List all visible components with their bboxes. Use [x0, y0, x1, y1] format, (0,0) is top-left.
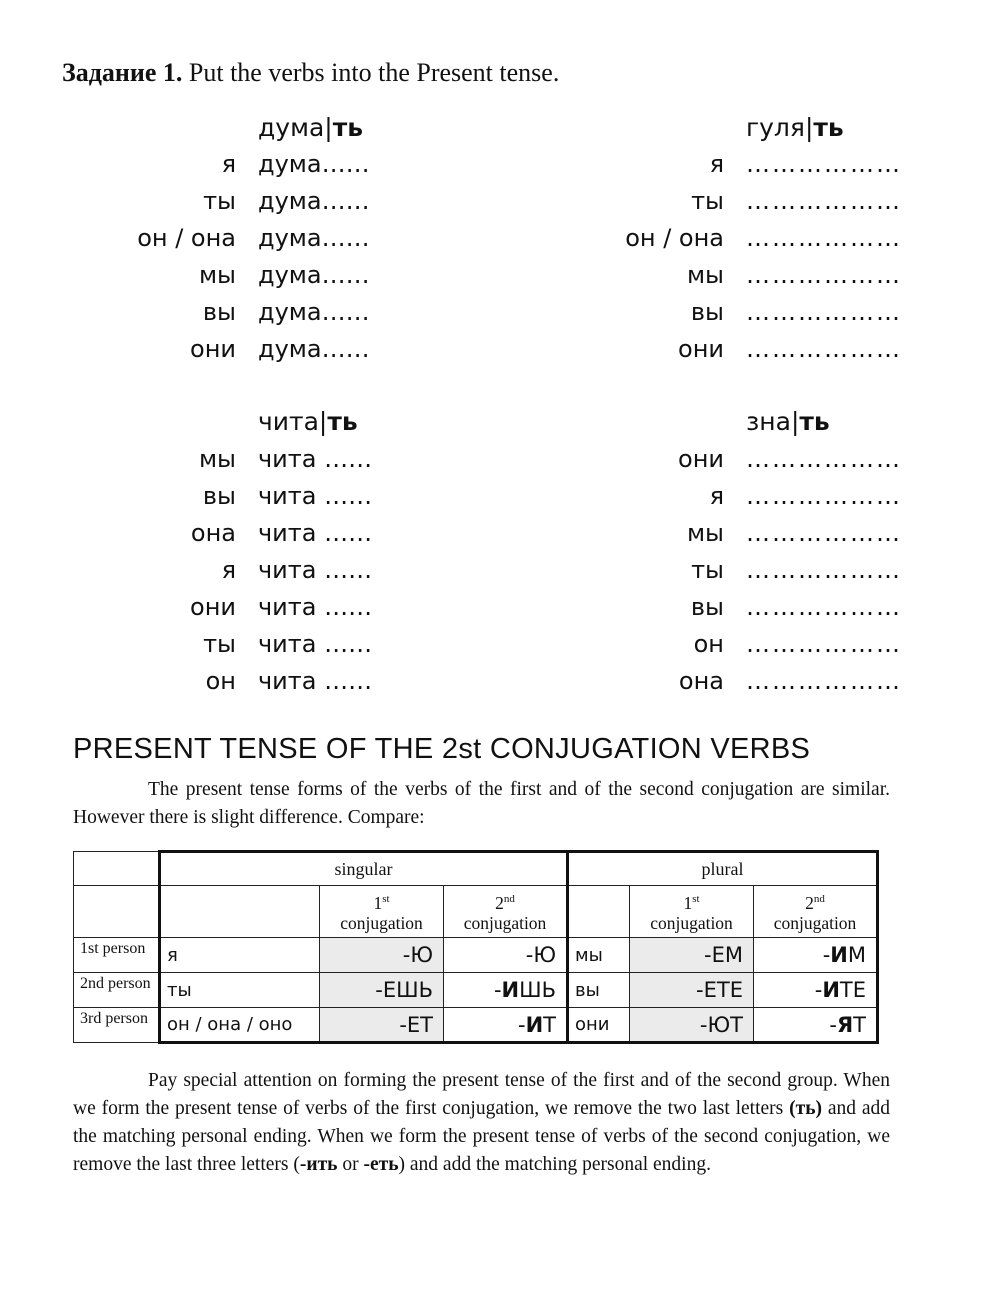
verb-header-gulyat: гуля|ть [746, 113, 844, 142]
pronoun: я [709, 482, 724, 510]
answer-blank[interactable]: ……………… [746, 630, 902, 658]
pronoun: они [678, 445, 724, 473]
table-row [74, 973, 878, 1008]
verb-stem: зна [746, 407, 791, 436]
note-text-2: and add the matching personal ending. When we form the present tense of verbs of the second conjugation, we remove the last three letters ( [73, 1098, 891, 1175]
pronoun: я [709, 150, 724, 178]
pronoun: вы [690, 593, 724, 621]
pronoun: я [221, 556, 236, 584]
verb-stem: гуля [746, 113, 805, 142]
answer-blank[interactable]: ……………… [746, 667, 902, 695]
plural-conj1-ending: -ЮТ [630, 1008, 754, 1043]
answer-blank[interactable]: ……………… [746, 150, 902, 178]
pronoun: вы [202, 482, 236, 510]
answer-blank[interactable]: дума…… [258, 150, 370, 178]
answer-blank[interactable]: дума…… [258, 187, 370, 215]
note-text-3: ) and add the matching personal ending. [398, 1154, 711, 1175]
section-title: PRESENT TENSE OF THE 2st CONJUGATION VERBS [73, 733, 811, 765]
answer-blank[interactable]: ……………… [746, 556, 902, 584]
singular-header: singular [160, 852, 568, 886]
intro-text: The present tense forms of the verbs of the first and of the second conjugation are similar. However there is slight difference. Compare: [73, 779, 890, 828]
pronoun: мы [198, 261, 236, 289]
singular-pronoun: я [160, 938, 320, 973]
pronoun: она [190, 519, 236, 547]
answer-blank[interactable]: чита …… [258, 556, 373, 584]
plural-conj1-header: 1st conjugation [630, 886, 754, 938]
pronoun: он / она [625, 224, 724, 252]
answer-blank[interactable]: ……………… [746, 224, 902, 252]
pronoun: ты [203, 187, 236, 215]
conjugation-table [73, 850, 879, 1044]
plural-header: plural [568, 852, 878, 886]
verb-header-znat: зна|ть [746, 407, 830, 436]
singular-conj1-ending: -Ю [320, 938, 444, 973]
note-or: or [342, 1154, 359, 1175]
plural-pronoun-header [568, 886, 630, 938]
pronoun: ты [691, 187, 724, 215]
intro-paragraph [73, 776, 890, 832]
corner-cell [74, 852, 160, 886]
answer-blank[interactable]: ……………… [746, 261, 902, 289]
plural-conj1-ending: -ЕМ [630, 938, 754, 973]
verb-header-chitat: чита|ть [258, 407, 358, 436]
note-text-1: Pay special attention on forming the present tense of the first and of the second group. When we form the present tense of verbs of the first conjugation, we remove the two last letters [73, 1070, 890, 1119]
person-label: 1st person [74, 938, 160, 973]
pronoun: они [190, 593, 236, 621]
answer-blank[interactable]: дума…… [258, 335, 370, 363]
person-label: 2nd person [74, 973, 160, 1008]
plural-conj2-header: 2nd conjugation [754, 886, 878, 938]
pronoun: вы [202, 298, 236, 326]
pronoun: вы [690, 298, 724, 326]
pronoun: они [190, 335, 236, 363]
singular-conj2-ending: -ИТ [444, 1008, 568, 1043]
table-row [74, 1008, 878, 1043]
verb-ending: ть [799, 407, 830, 436]
plural-conj2-ending: -ИМ [754, 938, 878, 973]
plural-pronoun: мы [568, 938, 630, 973]
plural-conj2-ending: -ИТЕ [754, 973, 878, 1008]
plural-pronoun: они [568, 1008, 630, 1043]
singular-conj1-header: 1st conjugation [320, 886, 444, 938]
answer-blank[interactable]: ……………… [746, 187, 902, 215]
answer-blank[interactable]: ……………… [746, 482, 902, 510]
answer-blank[interactable]: чита …… [258, 519, 373, 547]
task-instruction: Put the verbs into the Present tense. [188, 58, 560, 87]
answer-blank[interactable]: дума…… [258, 224, 370, 252]
note-ending-tb: (ть) [789, 1098, 823, 1119]
table-row [74, 938, 878, 973]
note-paragraph [73, 1067, 890, 1179]
singular-conj2-ending: -Ю [444, 938, 568, 973]
verb-stem: чита [258, 407, 319, 436]
singular-conj2-header: 2nd conjugation [444, 886, 568, 938]
pronoun: они [678, 335, 724, 363]
answer-blank[interactable]: дума…… [258, 261, 370, 289]
person-header-cell [74, 886, 160, 938]
task-label: Задание 1. [62, 58, 183, 87]
answer-blank[interactable]: дума…… [258, 298, 370, 326]
pronoun: он [693, 630, 724, 658]
pronoun: ты [691, 556, 724, 584]
pronoun: ты [203, 630, 236, 658]
singular-conj2-ending: -ИШЬ [444, 973, 568, 1008]
answer-blank[interactable]: ……………… [746, 335, 902, 363]
answer-blank[interactable]: чита …… [258, 482, 373, 510]
singular-conj1-ending: -ЕТ [320, 1008, 444, 1043]
answer-blank[interactable]: ……………… [746, 298, 902, 326]
answer-blank[interactable]: ……………… [746, 519, 902, 547]
plural-pronoun: вы [568, 973, 630, 1008]
pronoun: он / она [137, 224, 236, 252]
answer-blank[interactable]: ……………… [746, 593, 902, 621]
pronoun: мы [198, 445, 236, 473]
answer-blank[interactable]: чита …… [258, 445, 373, 473]
person-label: 3rd person [74, 1008, 160, 1043]
singular-pronoun: он / она / оно [160, 1008, 320, 1043]
plural-conj2-ending: -ЯТ [754, 1008, 878, 1043]
singular-pronoun: ты [160, 973, 320, 1008]
singular-pronoun-header [160, 886, 320, 938]
verb-ending: ть [813, 113, 844, 142]
answer-blank[interactable]: чита …… [258, 593, 373, 621]
verb-ending: ть [332, 113, 364, 142]
pronoun: она [678, 667, 724, 695]
task-heading [62, 58, 559, 88]
answer-blank[interactable]: ……………… [746, 445, 902, 473]
note-ending-et: -еть [363, 1154, 399, 1175]
plural-conj1-ending: -ЕТЕ [630, 973, 754, 1008]
pronoun: мы [686, 261, 724, 289]
answer-blank[interactable]: чита …… [258, 630, 373, 658]
answer-blank[interactable]: чита …… [258, 667, 373, 695]
note-ending-it: -ить [299, 1154, 338, 1175]
singular-conj1-ending: -ЕШЬ [320, 973, 444, 1008]
verb-ending: ть [327, 407, 358, 436]
pronoun: он [205, 667, 236, 695]
verb-stem: дума [258, 113, 325, 142]
verb-header-dumat: дума|ть [258, 113, 364, 142]
pronoun: я [221, 150, 236, 178]
pronoun: мы [686, 519, 724, 547]
